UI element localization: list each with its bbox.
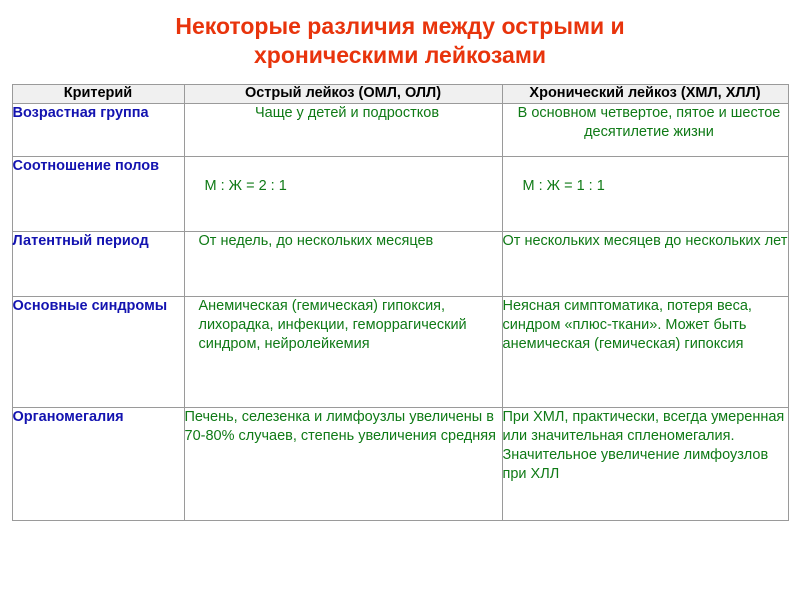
row-criterion-syndromes: Основные синдромы [12,297,184,408]
cell-chronic-organomegaly: При ХМЛ, практически, всегда умеренная или значительная спленомегалия. Значительное увеличение лимфоузлов при ХЛЛ [502,408,788,521]
table-body [12,104,788,521]
cell-acute-syndromes: Анемическая (гемическая) гипоксия, лихорадка, инфекции, геморрагический синдром, нейролейкемия [184,297,502,408]
page-title [0,0,800,78]
row-criterion-age: Возрастная группа [12,104,184,157]
table-header-row [12,85,788,104]
cell-chronic-latent-period: От нескольких месяцев до нескольких лет [502,232,788,297]
table-header [12,85,788,104]
table-row [12,408,788,521]
page-title-line-1: Некоторые различия между острыми и [175,13,625,39]
table-row [12,232,788,297]
page-title-line-2: хроническими лейкозами [253,42,546,68]
table-row [12,157,788,232]
row-criterion-latent-period: Латентный период [12,232,184,297]
column-header-chronic: Хронический лейкоз (ХМЛ, ХЛЛ) [502,85,788,104]
cell-acute-age: Чаще у детей и подростков [184,104,502,157]
column-header-criterion: Критерий [12,85,184,104]
row-criterion-organomegaly: Органомегалия [12,408,184,521]
cell-acute-organomegaly: Печень, селезенка и лимфоузлы увеличены в 70-80% случаев, степень увеличения средняя [184,408,502,521]
cell-chronic-syndromes: Неясная симптоматика, потеря веса, синдром «плюс-ткани». Может быть анемическая (гемическая) гипоксия [502,297,788,408]
row-criterion-sex-ratio: Соотношение полов [12,157,184,232]
cell-acute-sex-ratio: М : Ж = 2 : 1 [184,157,502,232]
table-row [12,297,788,408]
cell-chronic-age: В основном четвертое, пятое и шестое десятилетие жизни [502,104,788,157]
comparison-table [12,84,789,521]
column-header-acute: Острый лейкоз (ОМЛ, ОЛЛ) [184,85,502,104]
cell-chronic-sex-ratio: М : Ж = 1 : 1 [502,157,788,232]
cell-acute-latent-period: От недель, до нескольких месяцев [184,232,502,297]
table-row [12,104,788,157]
